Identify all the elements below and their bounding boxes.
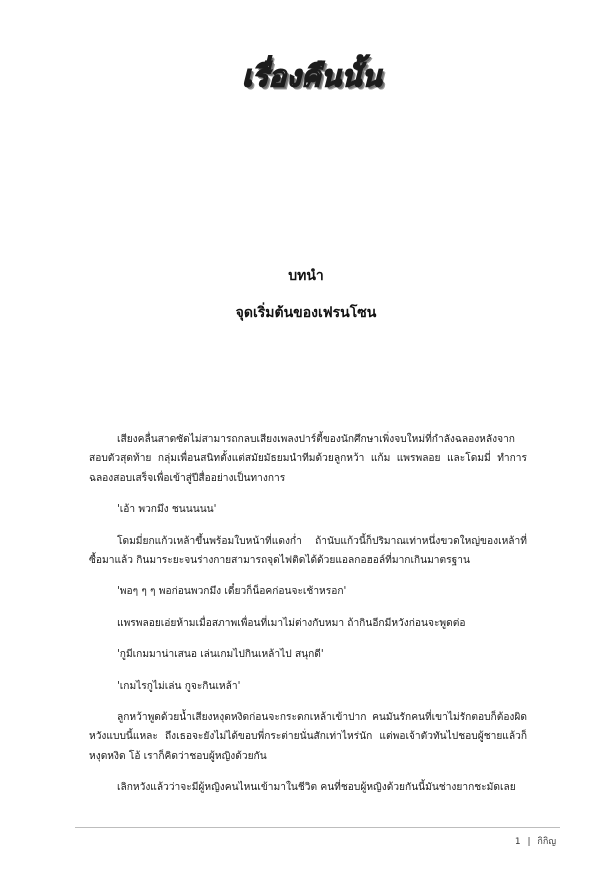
- paragraph: 'กูมีเกมมาน่าเสนอ เล่นเกมไปกินเหล้าไป สนุกดี': [117, 649, 324, 661]
- footer-author: กิกิญ: [537, 837, 556, 847]
- paragraph: เลิกหวังแล้วว่าจะมีผู้หญิงคนไหนเข้ามาในชีวิต คนที่ชอบผู้หญิงด้วยกันนี้มันช่างยากชะมัดเลย: [117, 782, 516, 794]
- paragraph: ลูกหว้าพูดด้วยน้ำเสียงหงุดหงิดก่อนจะกระดกเหล้าเข้าปาก คนมันรักคนที่เขาไม่รักตอบก็ต้องผิดหวังแบบนี้แหละ ถึงเธอจะยังไม่ได้ขอบพี่กระต่ายนั่นสักเท่าไหร่นัก แต่พอเจ้าตัวทันไปชอบผู้ชายแล้วก็หงุดหงิด โอ้ เราก็คิดว่าชอบผู้หญิงด้วยกัน: [89, 712, 527, 762]
- chapter-title: จุดเริ่มต้นของเฟรนโซน: [235, 305, 377, 321]
- book-logo: [232, 48, 392, 104]
- paragraph: 'พอๆ ๆ ๆ พอก่อนพวกมึง เดี๋ยวก็น็อคก่อนจะเช้าหรอก': [117, 586, 347, 598]
- paragraph: แพรพลอยเอ่ยห้ามเมื่อสภาพเพื่อนที่เมาไม่ต่างกับหมา ถ้ากินอีกมีหวังก่อนจะพูดต่อ: [117, 617, 466, 629]
- paragraph: 'เอ้า พวกมึง ชนนนนน': [117, 504, 217, 516]
- paragraph: เสียงคลื่นสาดซัดไม่สามารถกลบเสียงเพลงปาร์ตี้ของนักศึกษาเพิ่งจบใหม่ที่กำลังฉลองหลังจากสอบตัวสุดท้าย กลุ่มเพื่อนสนิทตั้งแต่สมัยมัธยมนำทีมด้วยลูกหว้า แก้ม แพรพลอย และโดมมี่ ทำการฉลองสอบเสร็จเพื่อเข้าสู่ปีสื่ออย่างเป็นทางการ: [89, 434, 527, 484]
- page-number: 1: [514, 837, 521, 847]
- chapter-label: บทนำ: [288, 268, 324, 284]
- page-footer: [511, 834, 556, 848]
- logo-text: เรื่องคืนนั้น: [242, 59, 382, 93]
- footer-separator: |: [527, 837, 531, 847]
- chapter-body: [89, 430, 527, 810]
- footer-divider: [75, 827, 560, 828]
- paragraph: โดมมี่ยกแก้วเหล้าขึ้นพร้อมใบหน้าที่แดงก่ำ ถ้านับแก้วนี้ก็ปริมาณเท่าหนึ่งขวดใหญ่ของเหล้าที่ซื้อมาแล้ว กินมาระยะจนร่างกายสามารถจุดไฟติดได้ด้วยแอลกอฮอล์ที่มากเกินมาตรฐาน: [89, 535, 527, 567]
- paragraph: 'เกมไรกูไม่เล่น กูจะกินเหล้า': [117, 680, 241, 692]
